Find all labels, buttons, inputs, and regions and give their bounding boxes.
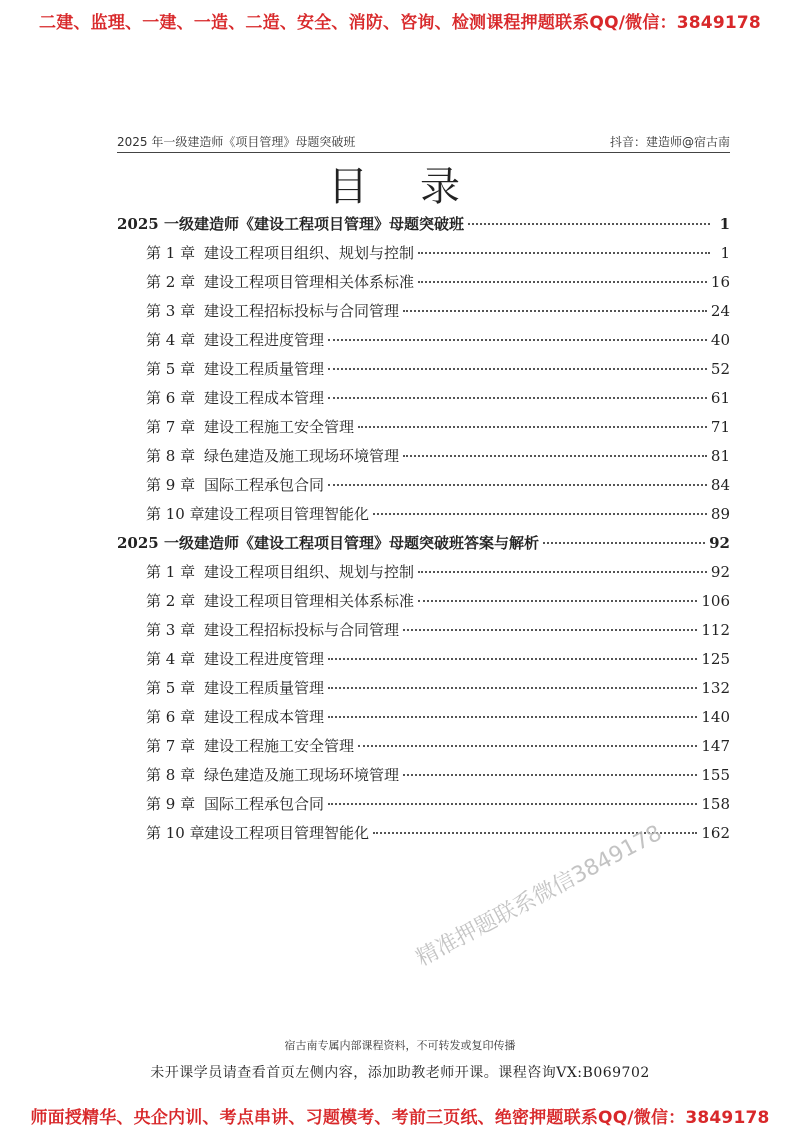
toc-page-number: 89 [710,505,730,523]
toc-page-number: 16 [710,273,730,291]
toc-chapter-2-6[interactable] [146,706,730,727]
chapter-number: 第 2 章 [146,273,196,291]
chapter-title: 建设工程施工安全管理 [204,737,355,755]
chapter-number: 第 9 章 [146,795,196,813]
chapter-title: 建设工程项目组织、规划与控制 [204,563,415,581]
dot-leader [403,310,707,312]
chapter-title: 建设工程成本管理 [204,708,325,726]
toc-page-number: 92 [709,534,730,552]
footer-course-hint: 未开课学员请查看首页左侧内容，添加助教老师开课。课程咨询VX:B069702 [150,1065,650,1081]
dot-leader [328,484,707,486]
chapter-title: 建设工程质量管理 [204,360,325,378]
toc-page-number: 147 [701,737,730,755]
chapter-title: 建设工程进度管理 [204,650,325,668]
toc-page-number: 1 [720,244,730,262]
chapter-title: 绿色建造及施工现场环境管理 [204,447,400,465]
chapter-number: 第 6 章 [146,708,196,726]
dot-leader [328,397,707,399]
chapter-number: 第 2 章 [146,592,196,610]
toc-chapter-1-5[interactable] [146,358,730,379]
chapter-number: 第 8 章 [146,447,196,465]
toc-page-number: 84 [710,476,730,494]
chapter-number: 第 7 章 [146,737,196,755]
chapter-number: 第 3 章 [146,621,196,639]
chapter-title: 建设工程招标投标与合同管理 [204,302,400,320]
toc-chapter-1-2[interactable] [146,271,730,292]
toc-part-1[interactable] [117,213,730,234]
dot-leader [328,716,697,718]
chapter-number: 第 7 章 [146,418,196,436]
chapter-title: 建设工程施工安全管理 [204,418,355,436]
watermark-text: 精准押题联系微信3849178 [412,820,666,972]
dot-leader [358,745,697,747]
toc-page-number: 61 [710,389,730,407]
toc-chapter-1-10[interactable] [146,503,730,524]
bottom-promo-banner: 师面授精华、央企内训、考点串讲、习题模考、考前三页纸、绝密押题联系QQ/微信：3849178 [30,1108,770,1128]
toc-page-number: 24 [710,302,730,320]
chapter-title: 建设工程项目管理相关体系标准 [204,273,415,291]
toc-page-number: 40 [710,331,730,349]
chapter-title: 建设工程项目管理智能化 [204,824,370,842]
toc-page-number: 71 [710,418,730,436]
toc-page-number: 112 [701,621,730,639]
chapter-number: 第 5 章 [146,679,196,697]
toc-page-number: 106 [701,592,730,610]
header-divider [117,152,730,153]
dot-leader [328,658,697,660]
dot-leader [328,339,707,341]
chapter-title: 建设工程招标投标与合同管理 [204,621,400,639]
toc-chapter-1-6[interactable] [146,387,730,408]
toc-part-2[interactable] [117,532,730,553]
chapter-number: 第 10 章 [146,505,205,523]
chapter-title: 国际工程承包合同 [204,795,325,813]
chapter-title: 建设工程质量管理 [204,679,325,697]
chapter-title: 建设工程成本管理 [204,389,325,407]
toc-chapter-2-8[interactable] [146,764,730,785]
dot-leader [418,281,707,283]
dot-leader [418,571,707,573]
toc-chapter-2-1[interactable] [146,561,730,582]
chapter-title: 建设工程进度管理 [204,331,325,349]
toc-page-number: 140 [701,708,730,726]
toc-page-number: 52 [710,360,730,378]
dot-leader [403,629,697,631]
toc-chapter-2-2[interactable] [146,590,730,611]
chapter-title: 绿色建造及施工现场环境管理 [204,766,400,784]
chapter-title: 建设工程项目管理智能化 [204,505,370,523]
dot-leader [418,252,710,254]
toc-chapter-2-5[interactable] [146,677,730,698]
dot-leader [403,455,707,457]
chapter-number: 第 9 章 [146,476,196,494]
dot-leader [418,600,697,602]
toc-page-number: 155 [701,766,730,784]
toc-page-number: 158 [701,795,730,813]
toc-chapter-1-4[interactable] [146,329,730,350]
chapter-title: 国际工程承包合同 [204,476,325,494]
toc-page-number: 1 [719,215,730,233]
header-doc-title: 2025 年一级建造师《项目管理》母题突破班 [117,135,356,149]
toc-chapter-1-7[interactable] [146,416,730,437]
page-title: 目录 [328,164,512,210]
chapter-number: 第 1 章 [146,244,196,262]
toc-part-label: 2025 一级建造师《建设工程项目管理》母题突破班 [117,215,464,233]
dot-leader [543,542,705,544]
toc-chapter-2-9[interactable] [146,793,730,814]
chapter-number: 第 4 章 [146,331,196,349]
toc-page-number: 125 [701,650,730,668]
dot-leader [328,687,697,689]
toc-chapter-2-7[interactable] [146,735,730,756]
chapter-number: 第 5 章 [146,360,196,378]
toc-page-number: 132 [701,679,730,697]
chapter-number: 第 6 章 [146,389,196,407]
chapter-title: 建设工程项目管理相关体系标准 [204,592,415,610]
dot-leader [403,774,697,776]
dot-leader [328,803,697,805]
top-promo-banner: 二建、监理、一建、一造、二造、安全、消防、咨询、检测课程押题联系QQ/微信：3849178 [39,13,761,33]
chapter-number: 第 3 章 [146,302,196,320]
toc-chapter-2-3[interactable] [146,619,730,640]
toc-chapter-1-1[interactable] [146,242,730,263]
chapter-title: 建设工程项目组织、规划与控制 [204,244,415,262]
header-author: 抖音：建造师@宿古南 [609,135,730,149]
toc-page-number: 162 [701,824,730,842]
footer-copyright-note: 宿古南专属内部课程资料，不可转发或复印传播 [284,1039,516,1052]
chapter-number: 第 4 章 [146,650,196,668]
toc-chapter-2-4[interactable] [146,648,730,669]
dot-leader [373,513,707,515]
toc-chapter-1-8[interactable] [146,445,730,466]
dot-leader [358,426,707,428]
toc-part-label: 2025 一级建造师《建设工程项目管理》母题突破班答案与解析 [117,534,539,552]
toc-chapter-1-9[interactable] [146,474,730,495]
toc-chapter-1-3[interactable] [146,300,730,321]
toc-page-number: 92 [710,563,730,581]
toc-page-number: 81 [710,447,730,465]
dot-leader [468,223,710,225]
chapter-number: 第 8 章 [146,766,196,784]
chapter-number: 第 1 章 [146,563,196,581]
chapter-number: 第 10 章 [146,824,205,842]
dot-leader [328,368,707,370]
